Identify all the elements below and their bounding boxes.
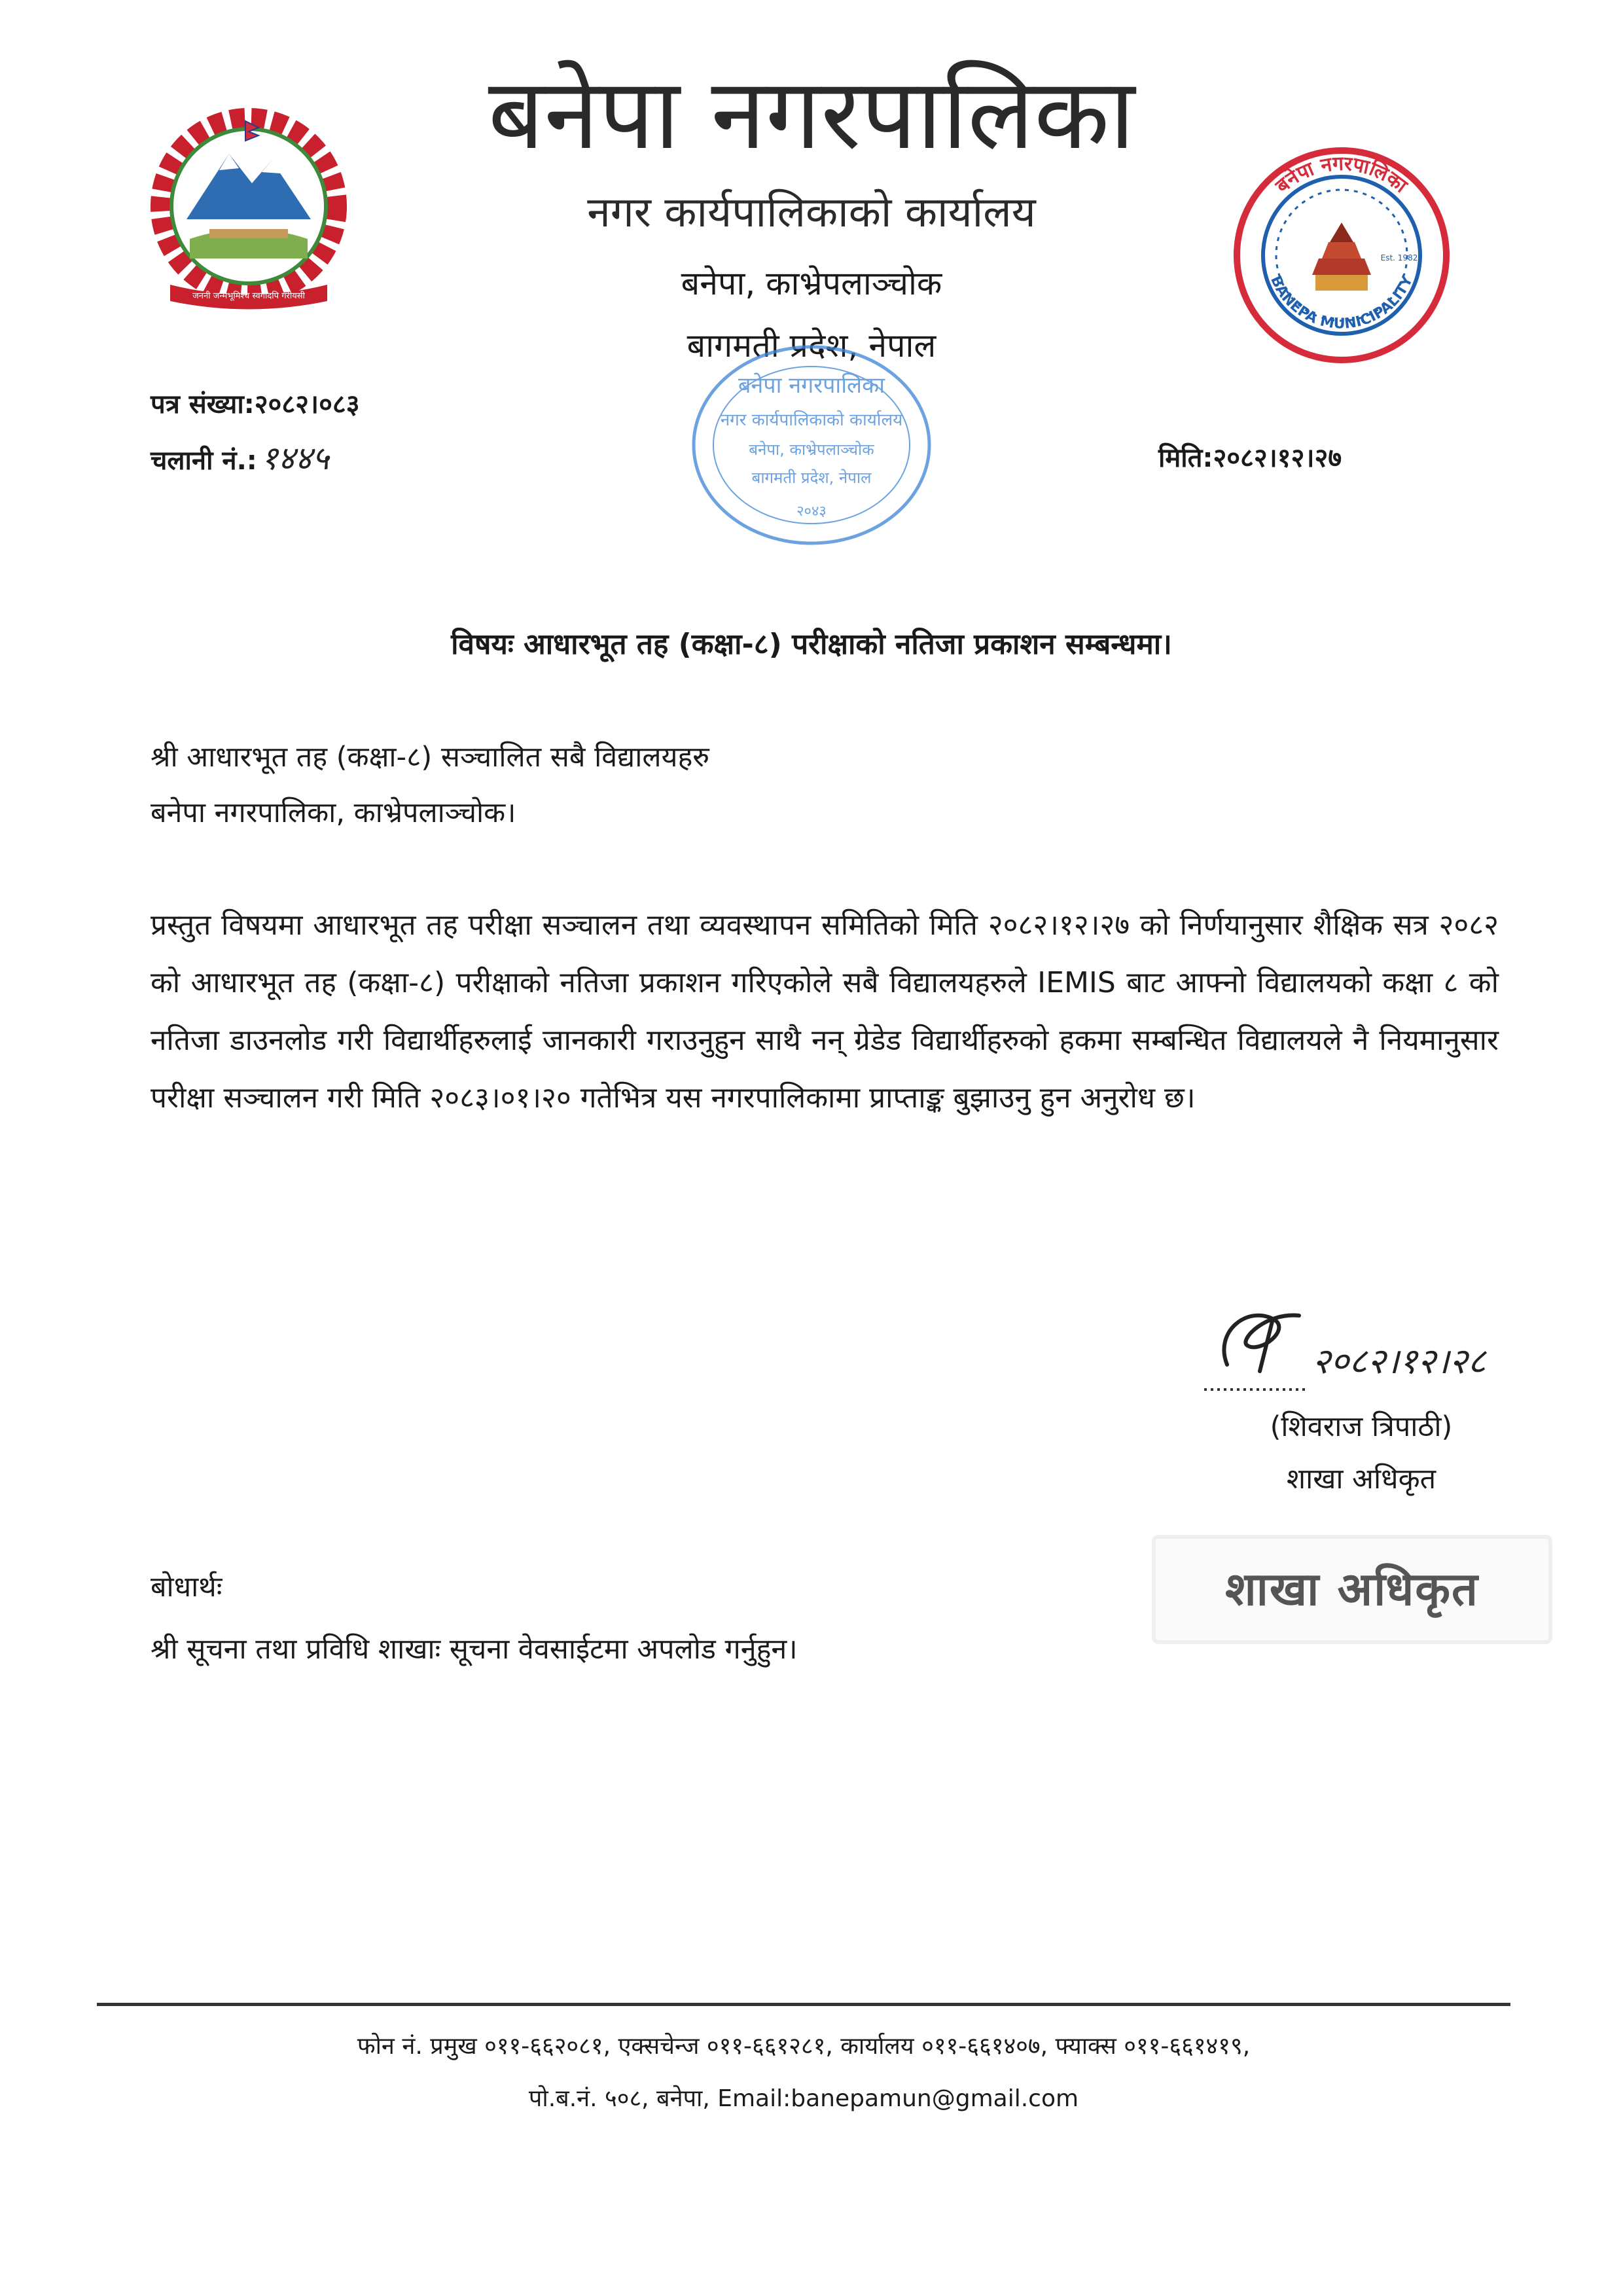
addressee-line-1: श्री आधारभूत तह (कक्षा-८) सञ्चालित सबै विद्यालयहरु xyxy=(151,741,709,774)
dispatch-number-label: चलानी नं.: xyxy=(151,446,257,476)
letter-body: प्रस्तुत विषयमा आधारभूत तह परीक्षा सञ्चालन तथा व्यवस्थापन समितिको मिति २०८२।१२।२७ को निर्णयानुसार शैक्षिक सत्र २०८२ को आधारभूत तह (कक्षा-८) परीक्षाको नतिजा प्रकाशन गरिएकोले सबै विद्यालयहरुले IEMIS बाट आफ्नो विद्यालयको कक्षा ८ को नतिजा डाउनलोड गरी विद्यार्थीहरुलाई जानकारी गराउनुहुन साथै नन् ग्रेडेड विद्यार्थीहरुको हकमा सम्बन्धित विद्यालयले नै नियमानुसार परीक्षा सञ्चालन गरी मिति २०८३।०१।२० गतेभित्र यस नगरपालिकामा प्राप्ताङ्क बुझाउनु हुन अनुरोध छ। xyxy=(151,908,1499,1115)
office-name: नगर कार्यपालिकाको कार्यालय xyxy=(587,188,1036,237)
letter-number xyxy=(151,386,360,423)
stamp-line-2: नगर कार्यपालिकाको कार्यालय xyxy=(720,410,903,430)
cc-line: श्री सूचना तथा प्रविधि शाखाः सूचना वेवसाईटमा अपलोड गर्नुहुन। xyxy=(151,1633,798,1666)
cc-label: बोधार्थः xyxy=(151,1571,223,1604)
seal-nepali-name: बनेपा नगरपालिका xyxy=(1271,152,1412,198)
letter-date xyxy=(1158,440,1342,476)
stamp-line-5: २०४३ xyxy=(796,503,827,520)
emblem-motto: जननी जन्मभूमिश्च स्वर्गादपि गरीयसी xyxy=(192,291,305,301)
address-line-1: बनेपा, काभ्रेपलाञ्चोक xyxy=(681,264,942,302)
signatory-title: शाखा अधिकृत xyxy=(1286,1463,1436,1496)
signatory-name: (शिवराज त्रिपाठी) xyxy=(1270,1410,1453,1443)
footer-contact-line-2: पो.ब.नं. ५०८, बनेपा, Email:banepamun@gmail.com xyxy=(528,2085,1079,2112)
dispatch-number xyxy=(151,440,329,479)
seal-english-name: BANEPA MUNICIPALITY xyxy=(1267,273,1416,332)
addressee-line-2: बनेपा नगरपालिका, काभ्रेपलाञ्चोक। xyxy=(151,797,516,829)
org-name: बनेपा नगरपालिका xyxy=(488,58,1135,171)
dispatch-number-value: १४४५ xyxy=(260,439,329,477)
footer-contact-line-1: फोन नं. प्रमुख ०११-६६२०८१, एक्सचेन्ज ०११-६६१२८१, कार्यालय ०११-६६१४०७, फ्याक्स ०११-६६१४१९, xyxy=(357,2033,1251,2060)
address-line-2: बागमती प्रदेश, नेपाल xyxy=(687,327,936,365)
letter-subject: विषयः आधारभूत तह (कक्षा-८) परीक्षाको नतिजा प्रकाशन सम्बन्धमा। xyxy=(451,628,1172,661)
stamp-line-1: बनेपा नगरपालिका xyxy=(738,372,885,399)
letter-number-label: पत्र संख्या: xyxy=(151,389,255,420)
date-label: मिति: xyxy=(1158,443,1213,473)
municipality-seal-icon xyxy=(1230,144,1453,367)
office-stamp-icon xyxy=(687,340,936,550)
letter-number-value: २०८२।०८३ xyxy=(254,389,360,420)
officer-stamp: शाखा अधिकृत xyxy=(1152,1535,1552,1644)
signature-date: २०८२।१२।२८ xyxy=(1312,1340,1486,1382)
footer-divider xyxy=(97,2003,1510,2006)
date-value: २०८२।१२।२७ xyxy=(1213,443,1342,473)
seal-est: Est. 1982 xyxy=(1380,253,1418,262)
stamp-line-4: बागमती प्रदेश, नेपाल xyxy=(751,469,872,487)
stamp-line-3: बनेपा, काभ्रेपलाञ्चोक xyxy=(749,440,874,459)
